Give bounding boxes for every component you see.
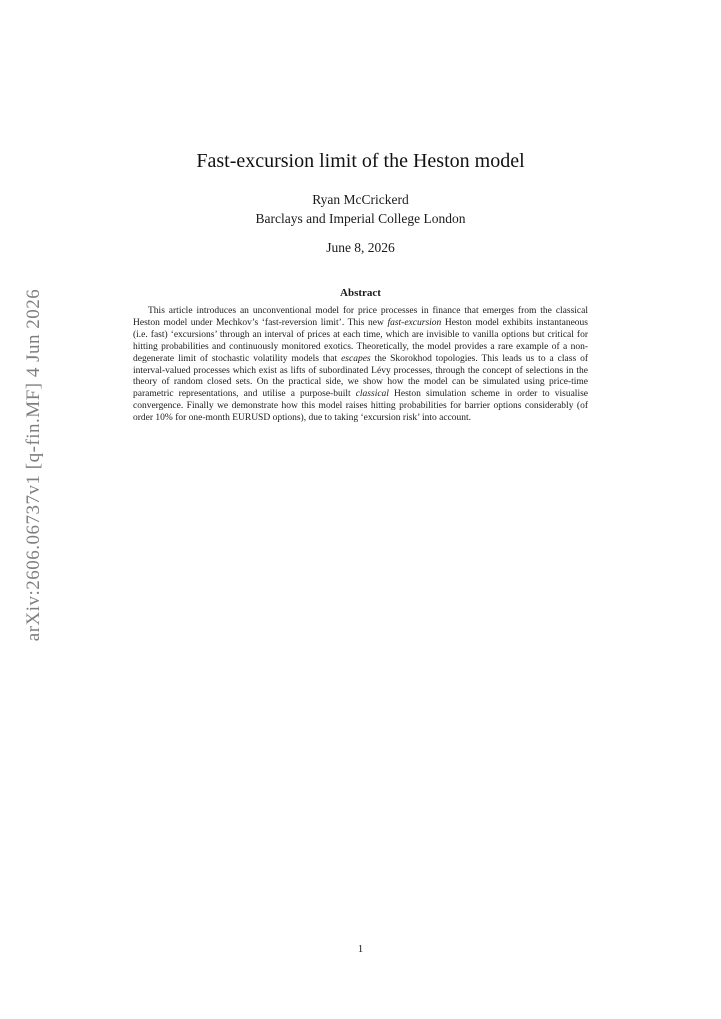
abstract-text-segment: Heston simulation scheme in order to visualise convergence. Finally we demonstrate how this model raises hitting probabilities for barrier options considerably (of order 10% for one-month EURUSD options), due to taking ‘excursion risk’ into account. — [133, 389, 588, 424]
abstract-body — [133, 306, 588, 425]
abstract-text-segment: Heston model exhibits instantaneous (i.e. fast) ‘excursions’ through an interval of prices at each time, which are invisible to vanilla options but critical for hitting probabilities and continuously monitored exotics. Theoretically, the model provides a rare example of a non-degenerate limit of stochastic volatility models that — [133, 317, 588, 364]
abstract-text-segment: the Skorokhod topologies. This leads us to a class of interval-valued processes which exist as lifts of subordinated Lévy processes, through the concept of selections in the theory of random closed sets. On the practical side, we show how the model can be simulated using price-time parametric representations, and utilise a purpose-built — [133, 353, 589, 400]
paper-date: June 8, 2026 — [326, 240, 395, 255]
arxiv-identifier-stamp: arXiv:2606.06737v1 [q-fin.MF] 4 Jun 2026 — [23, 288, 44, 642]
abstract-emphasis: escapes — [341, 353, 371, 364]
author-affiliation: Barclays and Imperial College London — [255, 211, 466, 226]
abstract-emphasis: classical — [355, 389, 389, 400]
author-name: Ryan McCrickerd — [312, 192, 409, 207]
page-number: 1 — [357, 943, 364, 955]
paper-title: Fast-excursion limit of the Heston model — [196, 150, 525, 172]
abstract-emphasis: fast-excursion — [387, 317, 442, 328]
abstract-text-segment: This article introduces an unconventional model for price processes in finance that emerges from the classical Heston model under Mechkov’s ‘fast-reversion limit’. This new — [133, 306, 588, 328]
abstract-heading: Abstract — [340, 287, 381, 299]
